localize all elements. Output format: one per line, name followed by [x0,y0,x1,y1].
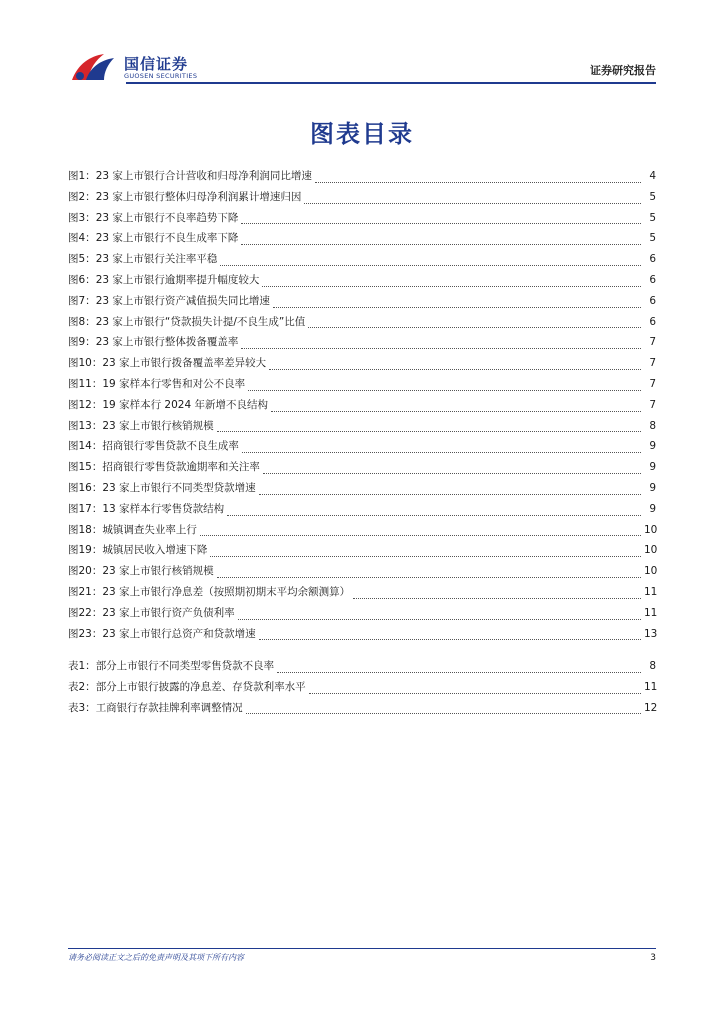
toc-entry-title: 23 家上市银行逾期率提升幅度较大 [95,273,260,286]
toc-entry-title: 招商银行零售贷款逾期率和关注率 [102,461,260,474]
toc-figure-row[interactable] [68,355,656,376]
dot-leader [241,244,641,245]
dot-leader [241,223,641,224]
toc-table-row[interactable] [68,679,656,700]
dot-leader [248,390,641,391]
toc-entry-page: 5 [649,190,656,203]
toc-entry-label: 图5： [68,253,96,266]
dot-leader [273,307,641,308]
toc-entry-label: 图23： [68,627,103,640]
toc-entry-title: 工商银行存款挂牌利率调整情况 [95,701,243,714]
toc-entry-page: 10 [644,544,658,557]
toc-figure-row[interactable] [68,230,656,251]
dot-leader [259,494,641,495]
toc-entry-title: 23 家上市银行资产减值损失同比增速 [95,294,270,307]
disclaimer-note: 请务必阅读正文之后的免责声明及其项下所有内容 [68,953,244,962]
toc-entry-title: 19 家样本行零售和对公不良率 [102,377,246,390]
header-divider [126,82,656,84]
toc-figure-row[interactable] [68,626,656,647]
page-header [68,50,656,84]
toc-entry-title: 23 家上市银行不同类型贷款增速 [102,481,256,494]
toc-entry-title: 23 家上市银行核销规模 [102,419,214,432]
toc-figure-row[interactable] [68,251,656,272]
dot-leader [353,598,641,599]
toc-figure-row[interactable] [68,168,656,189]
toc-entry-title: 部分上市银行不同类型零售贷款不良率 [95,660,275,672]
toc-figure-row[interactable] [68,334,656,355]
toc-entry-label: 图21： [68,585,103,598]
toc-entry-title: 23 家上市银行不良率趋势下降 [95,211,239,224]
toc-entry-label: 图9： [68,336,96,349]
toc-figure-row[interactable] [68,397,656,418]
toc-entry-page: 7 [649,336,656,349]
logo-text-cn: 国信证券 [124,55,189,73]
toc-entry-title: 23 家上市银行关注率平稳 [95,253,218,266]
dot-leader [269,369,641,370]
toc-entry-label: 图13： [68,419,103,432]
toc-figure-row[interactable] [68,501,656,522]
toc-entry-title: 23 家上市银行总资产和贷款增速 [102,627,256,640]
dot-leader [277,672,641,673]
toc-entry-title: 城镇居民收入增速下降 [102,544,208,557]
toc-entry-label: 图19： [68,544,103,557]
toc-entry-label: 图10： [68,357,103,370]
toc-entry-label: 图22： [68,606,103,619]
toc-entry-page: 7 [649,377,656,390]
toc-entry-label: 图17： [68,502,103,515]
toc-entry-label: 图7： [68,294,96,307]
toc-figure-row[interactable] [68,542,656,563]
toc-entry-title: 部分上市银行披露的净息差、存贷款利率水平 [95,680,306,693]
toc-entry-title: 23 家上市银行不良生成率下降 [95,232,239,245]
page-title: 图表目录 [310,120,414,148]
toc-entry-label: 表2： [68,680,96,693]
toc-entry-page: 8 [649,419,656,432]
toc-entry-label: 图2： [68,190,96,203]
toc-figure-row[interactable] [68,605,656,626]
toc-entry-page: 4 [649,170,656,182]
toc-entry-label: 图11： [68,377,103,390]
toc-entry-page: 5 [649,211,656,224]
toc-entry-page: 7 [649,398,656,411]
toc-entry-page: 10 [644,565,658,578]
toc-entry-label: 图16： [68,481,103,494]
toc-table-row[interactable] [68,658,656,679]
toc-entry-label: 图20： [68,565,103,578]
toc-figure-row[interactable] [68,293,656,314]
dot-leader [242,452,641,453]
toc-figure-row[interactable] [68,459,656,480]
report-type-label: 证券研究报告 [590,64,656,77]
dot-leader [210,556,641,557]
toc-entry-title: 城镇调查失业率上行 [102,523,197,536]
dot-leader [315,182,641,183]
toc-figure-row[interactable] [68,480,656,501]
toc-figure-row[interactable] [68,438,656,459]
toc-entry-page: 9 [649,461,656,474]
toc-entry-page: 6 [649,315,656,328]
toc-entry-page: 6 [649,294,656,307]
toc-entry-title: 23 家上市银行整体归母净利润累计增速归因 [95,190,302,203]
dot-leader [220,265,641,266]
toc-entry-title: 23 家上市银行资产负债利率 [102,606,235,619]
toc-entry-page: 9 [649,440,656,453]
toc-entry-page: 11 [644,680,658,693]
page-number: 3 [650,953,656,963]
toc-entry-page: 6 [649,253,656,266]
toc-entry-page: 9 [649,481,656,494]
logo-text-en: GUOSEN SECURITIES [124,72,198,80]
toc-entry-page: 5 [649,232,656,245]
toc-entry-page: 10 [644,523,658,536]
toc-entry-label: 表1： [68,660,96,672]
toc-entry-label: 图6： [68,273,96,286]
toc-entry-title: 23 家上市银行核销规模 [102,565,214,578]
toc-entry-label: 图15： [68,461,103,474]
dot-leader [217,577,641,578]
dot-leader [263,473,641,474]
toc-entry-title: 23 家上市银行合计营收和归母净利润同比增速 [95,170,312,182]
toc-entry-label: 图14： [68,440,103,453]
figure-list [68,168,656,646]
footer-divider [68,948,656,949]
toc-entry-label: 图1： [68,170,96,182]
toc-entry-title: 招商银行零售贷款不良生成率 [102,440,239,453]
dot-leader [238,619,641,620]
toc-entry-page: 8 [649,660,656,672]
toc-entry-label: 表3： [68,701,96,714]
toc-entry-label: 图4： [68,232,96,245]
dot-leader [262,286,641,287]
dot-leader [200,535,641,536]
dot-leader [227,515,641,516]
toc-figure-row[interactable] [68,376,656,397]
toc-entry-label: 图12： [68,398,103,411]
toc-table-row[interactable] [68,700,656,721]
dot-leader [241,348,641,349]
toc-figure-row[interactable] [68,210,656,231]
toc-entry-page: 13 [644,627,658,640]
toc-figure-row[interactable] [68,314,656,335]
toc-figure-row[interactable] [68,418,656,439]
toc-entry-page: 11 [644,606,658,619]
toc-entry-page: 12 [644,701,658,714]
dot-leader [217,431,641,432]
dot-leader [259,639,641,640]
dot-leader [271,411,641,412]
toc-figure-row[interactable] [68,522,656,543]
toc-entry-title: 23 家上市银行净息差（按照期初期末平均余额测算） [102,585,351,598]
dot-leader [304,203,641,204]
toc-entry-label: 图3： [68,211,96,224]
toc-figure-row[interactable] [68,584,656,605]
toc-entry-title: 13 家样本行零售贷款结构 [102,502,225,515]
toc-figure-row[interactable] [68,272,656,293]
toc-entry-title: 23 家上市银行拨备覆盖率差异较大 [102,357,267,370]
dot-leader [308,327,641,328]
table-list [68,658,656,720]
toc-entry-title: 23 家上市银行“贷款损失计提/不良生成”比值 [95,315,306,328]
toc-entry-title: 19 家样本行 2024 年新增不良结构 [102,398,268,411]
toc-figure-row[interactable] [68,563,656,584]
toc-entry-page: 9 [649,502,656,515]
toc-figure-row[interactable] [68,189,656,210]
toc-entry-label: 图18： [68,523,103,536]
toc-entry-page: 11 [644,585,658,598]
dot-leader [246,713,641,714]
toc-entry-page: 6 [649,273,656,286]
guosen-logo-icon [68,50,118,84]
toc-entry-label: 图8： [68,315,96,328]
toc-entry-title: 23 家上市银行整体拨备覆盖率 [95,336,239,349]
dot-leader [309,693,641,694]
toc-entry-page: 7 [649,357,656,370]
